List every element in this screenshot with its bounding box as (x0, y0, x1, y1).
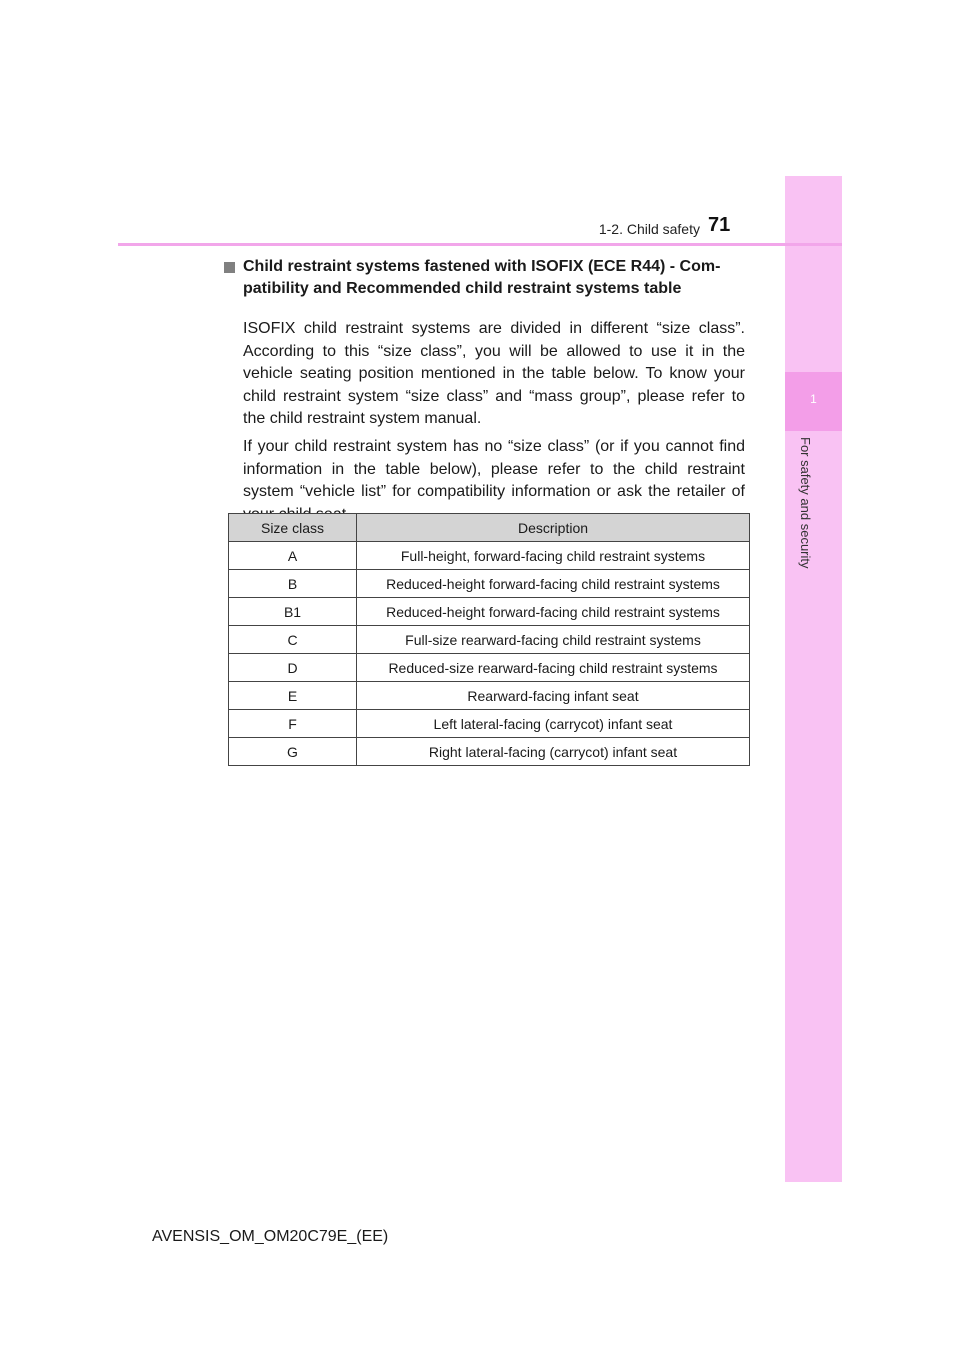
section-heading-text: Child restraint systems fastened with ISOFIX (ECE R44) - Com-patibility and Recommended child restraint systems table (243, 258, 721, 297)
size-class-cell: B (229, 570, 357, 598)
side-tab (785, 176, 842, 1182)
section-heading (224, 256, 749, 300)
table-row (229, 710, 750, 738)
document-footer: AVENSIS_OM_OM20C79E_(EE) (152, 1228, 389, 1245)
paragraph-vehicle-list: If your child restraint system has no “size class” (or if you cannot find information in the table below), please refer to the child restraint system “vehicle list” for compatibility information or ask the retailer of (243, 438, 745, 500)
table-header-row (229, 514, 750, 542)
size-class-cell: G (229, 738, 357, 766)
paragraph-size-class: ISOFIX child restraint systems are divided in different “size class”. According to this “size class”, you will be allowed to use it in the vehicle seating position mentioned in the table below. To know your child restraint system “size class” and “mass group”, please refer to the child restraint system manual. (243, 320, 745, 427)
size-class-cell: D (229, 654, 357, 682)
side-tab-label-wrap (750, 437, 888, 569)
header-rule (118, 243, 842, 246)
size-class-cell: F (229, 710, 357, 738)
table-row (229, 626, 750, 654)
header-section: 1-2. Child safety (598, 221, 700, 237)
side-tab-number: 1 (810, 392, 817, 406)
table-row (229, 738, 750, 766)
table-row (229, 654, 750, 682)
side-tab-label: For safety and security (798, 437, 813, 569)
description-cell: Full-height, forward-facing child restraint systems (357, 542, 750, 570)
description-cell: Full-size rearward-facing child restraint systems (357, 626, 750, 654)
table-row (229, 598, 750, 626)
column-header-description: Description (357, 514, 750, 542)
table-row (229, 542, 750, 570)
size-class-cell: A (229, 542, 357, 570)
size-class-cell: C (229, 626, 357, 654)
size-class-cell: B1 (229, 598, 357, 626)
description-cell: Left lateral-facing (carrycot) infant seat (357, 710, 750, 738)
table-row (229, 682, 750, 710)
square-bullet-icon (224, 262, 235, 273)
size-class-table (228, 513, 750, 766)
description-cell: Rearward-facing infant seat (357, 682, 750, 710)
description-cell: Reduced-size rearward-facing child restraint systems (357, 654, 750, 682)
description-cell: Right lateral-facing (carrycot) infant seat (357, 738, 750, 766)
description-cell: Reduced-height forward-facing child restraint systems (357, 598, 750, 626)
column-header-size-class: Size class (229, 514, 357, 542)
table-row (229, 570, 750, 598)
description-cell: Reduced-height forward-facing child restraint systems (357, 570, 750, 598)
size-class-cell: E (229, 682, 357, 710)
page-number: 71 (708, 214, 731, 236)
